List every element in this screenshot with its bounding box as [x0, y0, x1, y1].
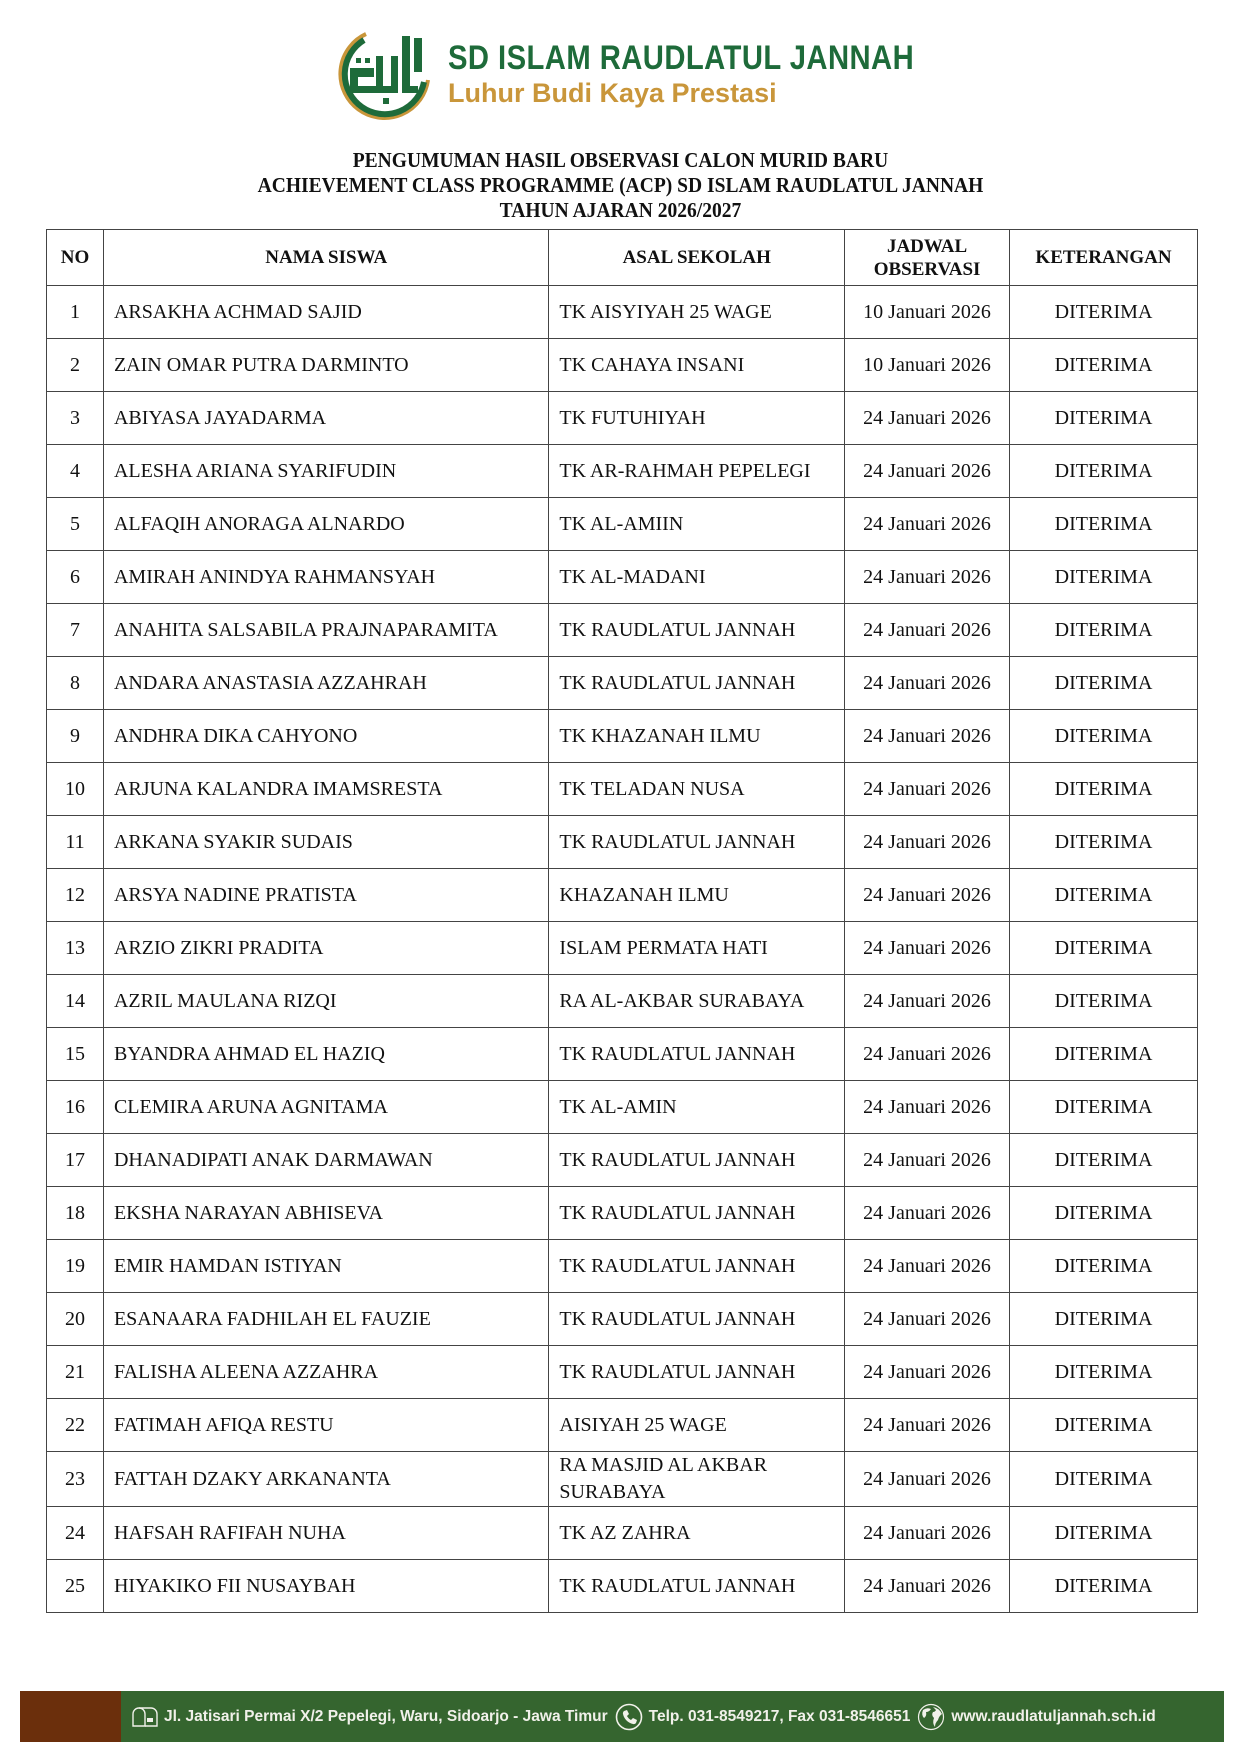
observation-date: 24 Januari 2026 [845, 1507, 1010, 1560]
observation-date: 24 Januari 2026 [845, 604, 1010, 657]
origin-school: TK AR-RAHMAH PEPELEGI [549, 445, 845, 498]
row-number: 17 [47, 1134, 104, 1187]
status-badge: DITERIMA [1010, 1293, 1198, 1346]
status-badge: DITERIMA [1010, 922, 1198, 975]
school-name: SD ISLAM RAUDLATUL JANNAH [448, 39, 915, 77]
student-name: ANAHITA SALSABILA PRAJNAPARAMITA [103, 604, 548, 657]
origin-school: TK FUTUHIYAH [549, 392, 845, 445]
table-row [47, 657, 1198, 710]
observation-date: 24 Januari 2026 [845, 1293, 1010, 1346]
student-name: EKSHA NARAYAN ABHISEVA [103, 1187, 548, 1240]
status-badge: DITERIMA [1010, 604, 1198, 657]
title-line-2: ACHIEVEMENT CLASS PROGRAMME (ACP) SD ISLAM RAUDLATUL JANNAH [257, 173, 984, 197]
status-badge: DITERIMA [1010, 392, 1198, 445]
status-badge: DITERIMA [1010, 498, 1198, 551]
table-row [47, 1452, 1198, 1507]
table-row [47, 604, 1198, 657]
observation-date: 24 Januari 2026 [845, 1187, 1010, 1240]
footer-website-link[interactable]: www.raudlatuljannah.sch.id [951, 1707, 1156, 1725]
status-badge: DITERIMA [1010, 1346, 1198, 1399]
origin-school: RA MASJID AL AKBAR SURABAYA [549, 1452, 845, 1507]
school-logo [336, 22, 990, 126]
observation-date: 24 Januari 2026 [845, 551, 1010, 604]
observation-date: 24 Januari 2026 [845, 392, 1010, 445]
student-name: ARJUNA KALANDRA IMAMSRESTA [103, 763, 548, 816]
table-row [47, 1293, 1198, 1346]
origin-school: AISIYAH 25 WAGE [549, 1399, 845, 1452]
table-row [47, 816, 1198, 869]
status-badge: DITERIMA [1010, 816, 1198, 869]
student-name: ARSYA NADINE PRATISTA [103, 869, 548, 922]
table-row [47, 1346, 1198, 1399]
table-row [47, 498, 1198, 551]
observation-date: 24 Januari 2026 [845, 657, 1010, 710]
column-header-status: KETERANGAN [1010, 230, 1198, 286]
row-number: 11 [47, 816, 104, 869]
observation-date: 24 Januari 2026 [845, 763, 1010, 816]
status-badge: DITERIMA [1010, 975, 1198, 1028]
origin-school: KHAZANAH ILMU [549, 869, 845, 922]
column-header-schedule: JADWAL OBSERVASI [845, 230, 1010, 286]
row-number: 2 [47, 339, 104, 392]
table-row [47, 286, 1198, 339]
footer-phone: Telp. 031-8549217, Fax 031-8546651 [648, 1707, 911, 1725]
student-name: ESANAARA FADHILAH EL FAUZIE [103, 1293, 548, 1346]
column-header-no: NO [47, 230, 104, 286]
row-number: 14 [47, 975, 104, 1028]
table-body [47, 286, 1198, 1613]
status-badge: DITERIMA [1010, 1187, 1198, 1240]
status-badge: DITERIMA [1010, 339, 1198, 392]
origin-school: TK AL-AMIN [549, 1081, 845, 1134]
student-name: FATIMAH AFIQA RESTU [103, 1399, 548, 1452]
observation-date: 24 Januari 2026 [845, 1399, 1010, 1452]
row-number: 6 [47, 551, 104, 604]
origin-school: TK AL-MADANI [549, 551, 845, 604]
row-number: 23 [47, 1452, 104, 1507]
origin-school: TK RAUDLATUL JANNAH [549, 1187, 845, 1240]
observation-date: 24 Januari 2026 [845, 816, 1010, 869]
student-name: AMIRAH ANINDYA RAHMANSYAH [103, 551, 548, 604]
row-number: 19 [47, 1240, 104, 1293]
status-badge: DITERIMA [1010, 286, 1198, 339]
column-header-school: ASAL SEKOLAH [549, 230, 845, 286]
student-name: ANDARA ANASTASIA AZZAHRAH [103, 657, 548, 710]
student-name: ARSAKHA ACHMAD SAJID [103, 286, 548, 339]
status-badge: DITERIMA [1010, 1507, 1198, 1560]
student-name: BYANDRA AHMAD EL HAZIQ [103, 1028, 548, 1081]
table-row [47, 1134, 1198, 1187]
status-badge: DITERIMA [1010, 869, 1198, 922]
jannah-emblem-icon [336, 22, 440, 126]
student-name: AZRIL MAULANA RIZQI [103, 975, 548, 1028]
table-row [47, 1507, 1198, 1560]
school-tagline: Luhur Budi Kaya Prestasi [448, 78, 777, 108]
origin-school: TK RAUDLATUL JANNAH [549, 1346, 845, 1399]
origin-school: TK RAUDLATUL JANNAH [549, 604, 845, 657]
student-name: ARKANA SYAKIR SUDAIS [103, 816, 548, 869]
row-number: 10 [47, 763, 104, 816]
observation-date: 10 Januari 2026 [845, 286, 1010, 339]
observation-date: 10 Januari 2026 [845, 339, 1010, 392]
row-number: 25 [47, 1560, 104, 1613]
row-number: 7 [47, 604, 104, 657]
origin-school: TK AL-AMIIN [549, 498, 845, 551]
student-name: FATTAH DZAKY ARKANANTA [103, 1452, 548, 1507]
status-badge: DITERIMA [1010, 710, 1198, 763]
table-row [47, 551, 1198, 604]
student-name: CLEMIRA ARUNA AGNITAMA [103, 1081, 548, 1134]
row-number: 1 [47, 286, 104, 339]
student-name: ALESHA ARIANA SYARIFUDIN [103, 445, 548, 498]
row-number: 8 [47, 657, 104, 710]
table-row [47, 1560, 1198, 1613]
status-badge: DITERIMA [1010, 551, 1198, 604]
observation-date: 24 Januari 2026 [845, 445, 1010, 498]
student-name: HAFSAH RAFIFAH NUHA [103, 1507, 548, 1560]
origin-school: ISLAM PERMATA HATI [549, 922, 845, 975]
observation-date: 24 Januari 2026 [845, 1081, 1010, 1134]
student-name: ANDHRA DIKA CAHYONO [103, 710, 548, 763]
origin-school: TK RAUDLATUL JANNAH [549, 1293, 845, 1346]
origin-school: TK RAUDLATUL JANNAH [549, 816, 845, 869]
student-name: DHANADIPATI ANAK DARMAWAN [103, 1134, 548, 1187]
footer-contact-strip [121, 1691, 1224, 1742]
globe-icon [916, 1702, 946, 1732]
status-badge: DITERIMA [1010, 1240, 1198, 1293]
origin-school: TK KHAZANAH ILMU [549, 710, 845, 763]
table-row [47, 763, 1198, 816]
announcement-title [0, 148, 1241, 223]
table-row [47, 1240, 1198, 1293]
footer-bar [20, 1691, 1224, 1742]
row-number: 16 [47, 1081, 104, 1134]
status-badge: DITERIMA [1010, 1560, 1198, 1613]
observation-date: 24 Januari 2026 [845, 1452, 1010, 1507]
mailbox-icon [129, 1702, 159, 1732]
table-row [47, 1187, 1198, 1240]
row-number: 9 [47, 710, 104, 763]
observation-date: 24 Januari 2026 [845, 922, 1010, 975]
table-row [47, 975, 1198, 1028]
observation-date: 24 Januari 2026 [845, 869, 1010, 922]
phone-icon [614, 1702, 644, 1732]
observation-date: 24 Januari 2026 [845, 1240, 1010, 1293]
origin-school: TK TELADAN NUSA [549, 763, 845, 816]
student-name: ALFAQIH ANORAGA ALNARDO [103, 498, 548, 551]
row-number: 5 [47, 498, 104, 551]
observation-date: 24 Januari 2026 [845, 1028, 1010, 1081]
status-badge: DITERIMA [1010, 1134, 1198, 1187]
footer-address: Jl. Jatisari Permai X/2 Pepelegi, Waru, Sidoarjo - Jawa Timur [164, 1707, 608, 1725]
origin-school: RA AL-AKBAR SURABAYA [549, 975, 845, 1028]
table-row [47, 1081, 1198, 1134]
origin-school: TK RAUDLATUL JANNAH [549, 1240, 845, 1293]
student-name: EMIR HAMDAN ISTIYAN [103, 1240, 548, 1293]
status-badge: DITERIMA [1010, 657, 1198, 710]
table-row [47, 1028, 1198, 1081]
status-badge: DITERIMA [1010, 1028, 1198, 1081]
row-number: 15 [47, 1028, 104, 1081]
observation-date: 24 Januari 2026 [845, 710, 1010, 763]
title-line-1: PENGUMUMAN HASIL OBSERVASI CALON MURID BARU [352, 148, 889, 172]
origin-school: TK CAHAYA INSANI [549, 339, 845, 392]
row-number: 21 [47, 1346, 104, 1399]
observation-date: 24 Januari 2026 [845, 498, 1010, 551]
row-number: 22 [47, 1399, 104, 1452]
table-header-row [47, 230, 1198, 286]
row-number: 18 [47, 1187, 104, 1240]
table-row [47, 1399, 1198, 1452]
origin-school: TK AISYIYAH 25 WAGE [549, 286, 845, 339]
results-table [46, 229, 1198, 1613]
status-badge: DITERIMA [1010, 1452, 1198, 1507]
table-row [47, 392, 1198, 445]
student-name: ZAIN OMAR PUTRA DARMINTO [103, 339, 548, 392]
observation-date: 24 Januari 2026 [845, 1346, 1010, 1399]
row-number: 24 [47, 1507, 104, 1560]
observation-date: 24 Januari 2026 [845, 975, 1010, 1028]
column-header-name: NAMA SISWA [103, 230, 548, 286]
origin-school: TK RAUDLATUL JANNAH [549, 657, 845, 710]
footer-accent-block [20, 1691, 121, 1742]
table-row [47, 445, 1198, 498]
observation-date: 24 Januari 2026 [845, 1560, 1010, 1613]
origin-school: TK AZ ZAHRA [549, 1507, 845, 1560]
row-number: 20 [47, 1293, 104, 1346]
student-name: FALISHA ALEENA AZZAHRA [103, 1346, 548, 1399]
row-number: 4 [47, 445, 104, 498]
row-number: 12 [47, 869, 104, 922]
status-badge: DITERIMA [1010, 445, 1198, 498]
table-row [47, 922, 1198, 975]
row-number: 13 [47, 922, 104, 975]
table-row [47, 710, 1198, 763]
status-badge: DITERIMA [1010, 1081, 1198, 1134]
table-row [47, 339, 1198, 392]
student-name: ABIYASA JAYADARMA [103, 392, 548, 445]
title-line-3: TAHUN AJARAN 2026/2027 [499, 198, 742, 222]
table-row [47, 869, 1198, 922]
observation-date: 24 Januari 2026 [845, 1134, 1010, 1187]
status-badge: DITERIMA [1010, 1399, 1198, 1452]
origin-school: TK RAUDLATUL JANNAH [549, 1028, 845, 1081]
origin-school: TK RAUDLATUL JANNAH [549, 1134, 845, 1187]
status-badge: DITERIMA [1010, 763, 1198, 816]
student-name: ARZIO ZIKRI PRADITA [103, 922, 548, 975]
student-name: HIYAKIKO FII NUSAYBAH [103, 1560, 548, 1613]
row-number: 3 [47, 392, 104, 445]
origin-school: TK RAUDLATUL JANNAH [549, 1560, 845, 1613]
